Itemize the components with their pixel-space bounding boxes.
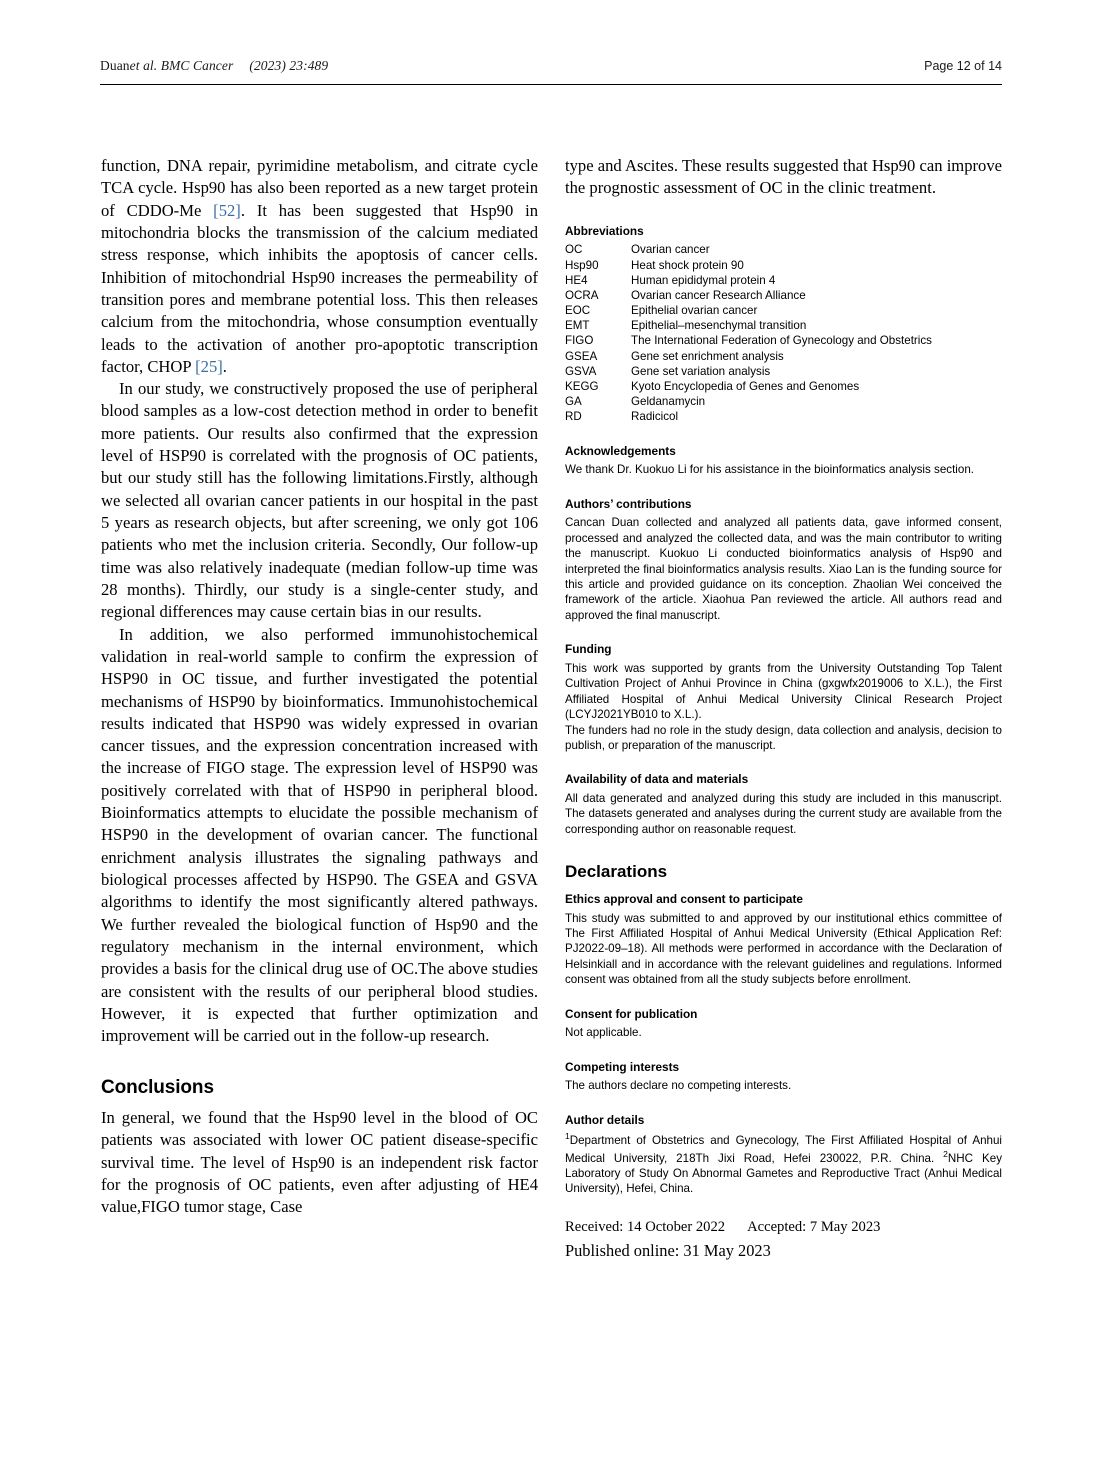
list-item <box>565 273 1002 288</box>
conclusions-paragraph: In general, we found that the Hsp90 level in the blood of OC patients was associated with lower OC patient disease-specific survival time. The level of Hsp90 is an independent risk factor for the prognosis of OC patients, even after adjusting of HE4 value,FIGO tumor stage, Case <box>101 1108 538 1217</box>
authors-contributions-heading: Authors’ contributions <box>565 496 692 511</box>
list-item <box>565 379 1002 394</box>
paragraph-1-text: function, DNA repair, pyrimidine metabolism, and citrate cycle TCA cycle. Hsp90 has also been reported as a new target protein of CDDO-Me [52]. It has been suggested that Hsp90 in mitochondria blocks the transmission of the calcium mediated stress response, which inhibits the apoptosis of cancer cells. Inhibition of mitochondrial Hsp90 increases the permeability of transition pores and membrane potential loss. This then releases calcium from the mitochondria, whose consumption eventually leads to the activation of another pro-apoptotic transcription factor, CHOP [25]. <box>101 156 538 376</box>
abbr-term: HE4 <box>565 273 588 287</box>
abbr-def: Human epididymal protein 4 <box>631 273 776 287</box>
abbr-term: OC <box>565 243 583 257</box>
received-accepted-line <box>565 1217 1002 1237</box>
page-number: Page 12 of 14 <box>924 59 1002 73</box>
left-column <box>101 155 538 1219</box>
competing-interests-text: The authors declare no competing interests. <box>565 1079 792 1093</box>
published-date: Published online: 31 May 2023 <box>565 1241 771 1261</box>
abbr-term: KEGG <box>565 380 599 393</box>
funding-heading: Funding <box>565 642 612 657</box>
author-details-text <box>565 1131 1002 1196</box>
running-head-citation <box>100 58 328 74</box>
list-item <box>565 318 1002 333</box>
abbr-term: Hsp90 <box>565 258 599 272</box>
abbr-def: Gene set enrichment analysis <box>631 349 784 363</box>
acknowledgements-heading: Acknowledgements <box>565 443 676 458</box>
availability-heading: Availability of data and materials <box>565 772 749 787</box>
list-item <box>565 364 1002 379</box>
list-item <box>565 242 1002 257</box>
abbreviations-list <box>565 242 1002 424</box>
abbr-def: Heat shock protein 90 <box>631 258 744 272</box>
header-divider <box>100 84 1002 85</box>
received-date: Received: 14 October 2022 <box>565 1218 726 1235</box>
abbr-term: FIGO <box>565 334 594 348</box>
reference-link[interactable]: [52] <box>213 200 241 220</box>
running-head <box>100 58 1002 74</box>
abbreviations-heading: Abbreviations <box>565 223 644 238</box>
author-details-heading: Author details <box>565 1112 645 1127</box>
abbr-term: OCRA <box>565 288 599 302</box>
list-item <box>565 303 1002 318</box>
list-item <box>565 333 1002 348</box>
abbr-def: Ovarian cancer <box>631 243 710 257</box>
abbr-term: EMT <box>565 319 590 333</box>
consent-heading: Consent for publication <box>565 1006 698 1021</box>
ethics-heading: Ethics approval and consent to participate <box>565 891 803 906</box>
list-item <box>565 409 1002 424</box>
affiliation-marker-1: 1 <box>565 1131 570 1142</box>
acknowledgements-text: We thank Dr. Kuokuo Li for his assistance in the bioinformatics analysis section. <box>565 463 974 477</box>
abbr-term: GSEA <box>565 349 598 363</box>
competing-interests-heading: Competing interests <box>565 1059 680 1074</box>
funding-text-2: The funders had no role in the study design, data collection and analysis, decision to publish, or preparation of the manuscript. <box>565 723 1002 752</box>
paragraph-3: In addition, we also performed immunohistochemical validation in real-world sample to confirm the expression of HSP90 in OC tissue, and further investigated the potential mechanisms of HSP90 by bioinformatics. Immunohistochemical results indicated that HSP90 was widely expressed in ovarian cancer tissues, and the expression concentration increased with the increase of FIGO stage. The expression level of HSP90 was positively correlated with that of HSP90 in peripheral blood. Bioinformatics attempts to elucidate the possible mechanism of HSP90 in the development of ovarian cancer. The functional enrichment analysis illustrates the signaling pathways and biological processes affected by HSP90. The GSEA and GSVA algorithms to identify the most significantly altered pathways. We further revealed the biological function of Hsp90 and the regulatory mechanism in the internal environment, which provides a basis for the clinical drug use of OC.The above studies are consistent with the results of our peripheral blood studies. However, it is expected that further optimization and improvement will be carried out in the follow-up research. <box>101 624 538 1046</box>
right-intro-paragraph: type and Ascites. These results suggested that Hsp90 can improve the prognostic assessment of OC in the clinic treatment. <box>565 156 1002 198</box>
affiliation-2-text: NHC Key Laboratory of Study On Abnormal Gametes and Reproductive Tract (Anhui Medical University), Hefei, China. <box>565 1151 1002 1196</box>
affiliation-marker-2: 2 <box>943 1148 948 1159</box>
list-item <box>565 394 1002 409</box>
declarations-heading: Declarations <box>565 862 668 882</box>
abbr-def: Ovarian cancer Research Alliance <box>631 288 806 302</box>
abbr-term: GSVA <box>565 364 597 378</box>
accepted-date: Accepted: 7 May 2023 <box>747 1218 881 1235</box>
abbr-def: Epithelial–mesenchymal transition <box>631 319 807 333</box>
abbr-def: Radicicol <box>631 410 679 424</box>
citation-authors: Duan <box>100 58 130 73</box>
right-column <box>565 155 1002 1263</box>
abbr-def: Epithelial ovarian cancer <box>631 304 758 318</box>
list-item <box>565 258 1002 273</box>
paragraph-2: In our study, we constructively proposed the use of peripheral blood samples as a low-cost detection method in order to benefit more patients. Our results also confirmed that the expression level of HSP90 is correlated with the prognosis of OC patients, but our study still has the following limitations.Firstly, although we selected all ovarian cancer patients in our hospital in the past 5 years as research objects, but after screening, we only got 106 patients who met the inclusion criteria. Secondly, Our follow-up time was also relatively inadequate (median follow-up time was 28 months). Thirdly, our study is a single-center study, and regional differences may cause certain bias in our results. <box>101 379 538 622</box>
abbr-term: RD <box>565 410 582 424</box>
list-item <box>565 288 1002 303</box>
abbr-term: GA <box>565 395 582 409</box>
abbr-def: The International Federation of Gynecology and Obstetrics <box>631 334 932 348</box>
citation-journal: et al. BMC Cancer <box>129 58 234 73</box>
consent-text: Not applicable. <box>565 1026 642 1040</box>
back-matter <box>565 224 1002 1264</box>
abbr-def: Kyoto Encyclopedia of Genes and Genomes <box>631 380 860 393</box>
paragraph-1 <box>101 155 538 378</box>
reference-link[interactable]: [25] <box>195 356 223 376</box>
list-item <box>565 349 1002 364</box>
availability-text: All data generated and analyzed during this study are included in this manuscript. The datasets generated and analyses during the current study are available from the corresponding author on reasonable request. <box>565 792 1002 836</box>
abbr-def: Geldanamycin <box>631 395 706 409</box>
conclusions-heading: Conclusions <box>101 1076 214 1098</box>
abbr-def: Gene set variation analysis <box>631 364 771 378</box>
ethics-text: This study was submitted to and approved by our institutional ethics committee of The First Affiliated Hospital of Anhui Medical University (Ethical Application Ref: PJ2022-09–18). All methods were performed in accordance with the Declaration of Helsinkiall and in accordance with the relevant guidelines and regulations. Informed consent was obtained from all the study subjects before enrollment. <box>565 911 1002 987</box>
publication-dates <box>565 1217 1002 1263</box>
funding-text: This work was supported by grants from the University Outstanding Top Talent Cultivation Project of Anhui Province in China (gxgwfx2019006 to X.L.), the First Affiliated Hospital of Anhui Medical University Clinical Research Project (LCYJ2021YB010 to X.L.). <box>565 661 1002 722</box>
affiliation-1-text: Department of Obstetrics and Gynecology, The First Affiliated Hospital of Anhui Medical University, 218Th Jixi Road, Hefei 230022, P.R. China. <box>565 1134 1002 1165</box>
abbr-term: EOC <box>565 304 591 318</box>
authors-contributions-text: Cancan Duan collected and analyzed all patients data, gave informed consent, processed and analyzed the collected data, and was the main contributor to writing the manuscript. Kuokuo Li conducted bioinformatics analysis of Hsp90 and interpreted the final bioinformatics analysis results. Xiao Lan is the funding source for this article and provided guidance on its conception. Zhaolian Wei conceived the framework of the article. Xiaohua Pan reviewed the article. All authors read and approved the final manuscript. <box>565 516 1002 622</box>
citation-volume: (2023) 23:489 <box>249 58 329 73</box>
